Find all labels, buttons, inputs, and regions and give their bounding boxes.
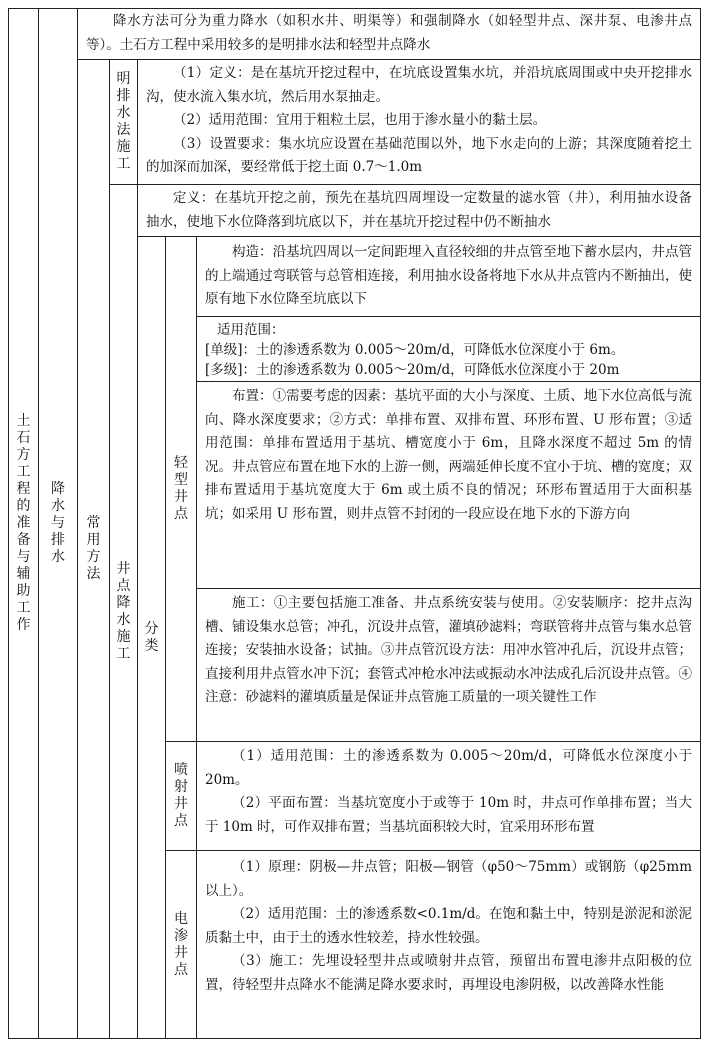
label-jet-well-point: 喷射井点 [174,762,188,829]
electro-osmosis-content: （1）原理：阴极—井点管；阳极—钢管（φ50～75mm）或钢筋（φ25mm 以上）。 （2）适用范围：土的渗透系数<0.1m/d。在饱和黏土中，特别是淤泥和淤泥质黏土中，由于土的透水性较差，持水性较强。 （3）施工：先埋设轻型井点或喷射井点管，预留出布置电渗井点阳极的位置，待轻型井点降水不能满足降水要求时，再埋设电渗阴极，以改善降水性能 [205,859,692,993]
label-electro-osmosis-well-point: 电渗井点 [174,910,188,978]
light-well-point-layout: 布置：①需要考虑的因素：基坑平面的大小与深度、土质、地下水位高低与流向、降水深度要求；②方式：单排布置、双排布置、环形布置、U 形布置；③适用范围：单排布置适用于基坑、槽宽度小于 6m，且降水深度不超过 5m 的情况。井点管应布置在地下水的上游一侧，两端延伸长度不宜小于坑、槽的宽度；双排布置适用于基坑宽度大于 6m 或土质不良的情况；环形布置适用于大面积基坑；如采用 U 形布置，则井点管不封闭的一段应设在地下水的下游方向 [205,388,692,522]
open-drainage-content: （1）定义：是在基坑开挖过程中，在坑底设置集水坑，并沿坑底周围或中央开挖排水沟，使水流入集水坑，然后用水泵抽走。 （2）适用范围：宜用于粗粒土层，也用于渗水量小的黏土层。 （3）设置要求：集水坑应设置在基础范围以外，地下水走向的上游；其深度随着挖土的加深而加深，要经常低于挖土面 0.7～1.0m [146,65,692,175]
category-label-common-methods: 常用方法 [86,515,101,582]
light-well-point-structure: 构造：沿基坑四周以一定间距埋入直径较细的井点管至地下蓄水层内，井点管的上端通过弯联管与总管相连接，利用抽水设备将地下水从井点管内不断抽出，使原有地下水位降至坑底以下 [205,244,692,307]
jet-well-point-content: （1）适用范围：土的渗透系数为 0.005～20m/d，可降低水位深度小于 20m。 （2）平面布置：当基坑宽度小于或等于 10m 时，井点可作单排布置；当大于 10m 时，可作双排布置；当基坑面积较大时，宜采用环形布置 [205,748,692,835]
well-point-definition: 定义：在基坑开挖之前，预先在基坑四周埋设一定数量的滤水管（井），利用抽水设备抽水，使地下水位降落到坑底以下，并在基坑开挖过程中仍不断抽水 [146,190,692,230]
label-well-point-dewatering: 井点降水施工 [116,560,131,662]
category-label-earthwork: 土石方工程的准备与辅助工作 [16,412,31,633]
intro-text: 降水方法可分为重力降水（如积水井、明渠等）和强制降水（如轻型井点、深井泵、电渗井点等）。土石方工程中采用较多的是明排水法和轻型井点降水 [86,13,692,53]
light-well-point-scope: 适用范围： [单级]：土的渗透系数为 0.005～20m/d，可降低水位深度小于 6m。 [多级]：土的渗透系数为 0.005～20m/d，可降低水位深度小于 20m [205,322,625,378]
label-open-drainage: 明排水法施工 [116,71,131,172]
light-well-point-construction: 施工：①主要包括施工准备、井点系统安装与使用。②安装顺序：挖井点沟槽、铺设集水总管；冲孔，沉设井点管，灌填砂滤料；弯联管将井点管与集水总管连接；安装抽水设备；试抽。③井点管沉设方法：用冲水管冲孔后，沉设井点管；直接利用井点管水冲下沉；套管式冲枪水冲法或振动水冲法成孔后沉设井点管。④注意：砂滤料的灌填质量是保证井点管施工质量的一项关键性工作 [205,595,692,705]
label-classification: 分类 [144,620,159,654]
label-light-well-point: 轻型井点 [174,455,188,522]
knowledge-table [8,8,701,1039]
category-label-drainage: 降水与排水 [51,480,65,565]
